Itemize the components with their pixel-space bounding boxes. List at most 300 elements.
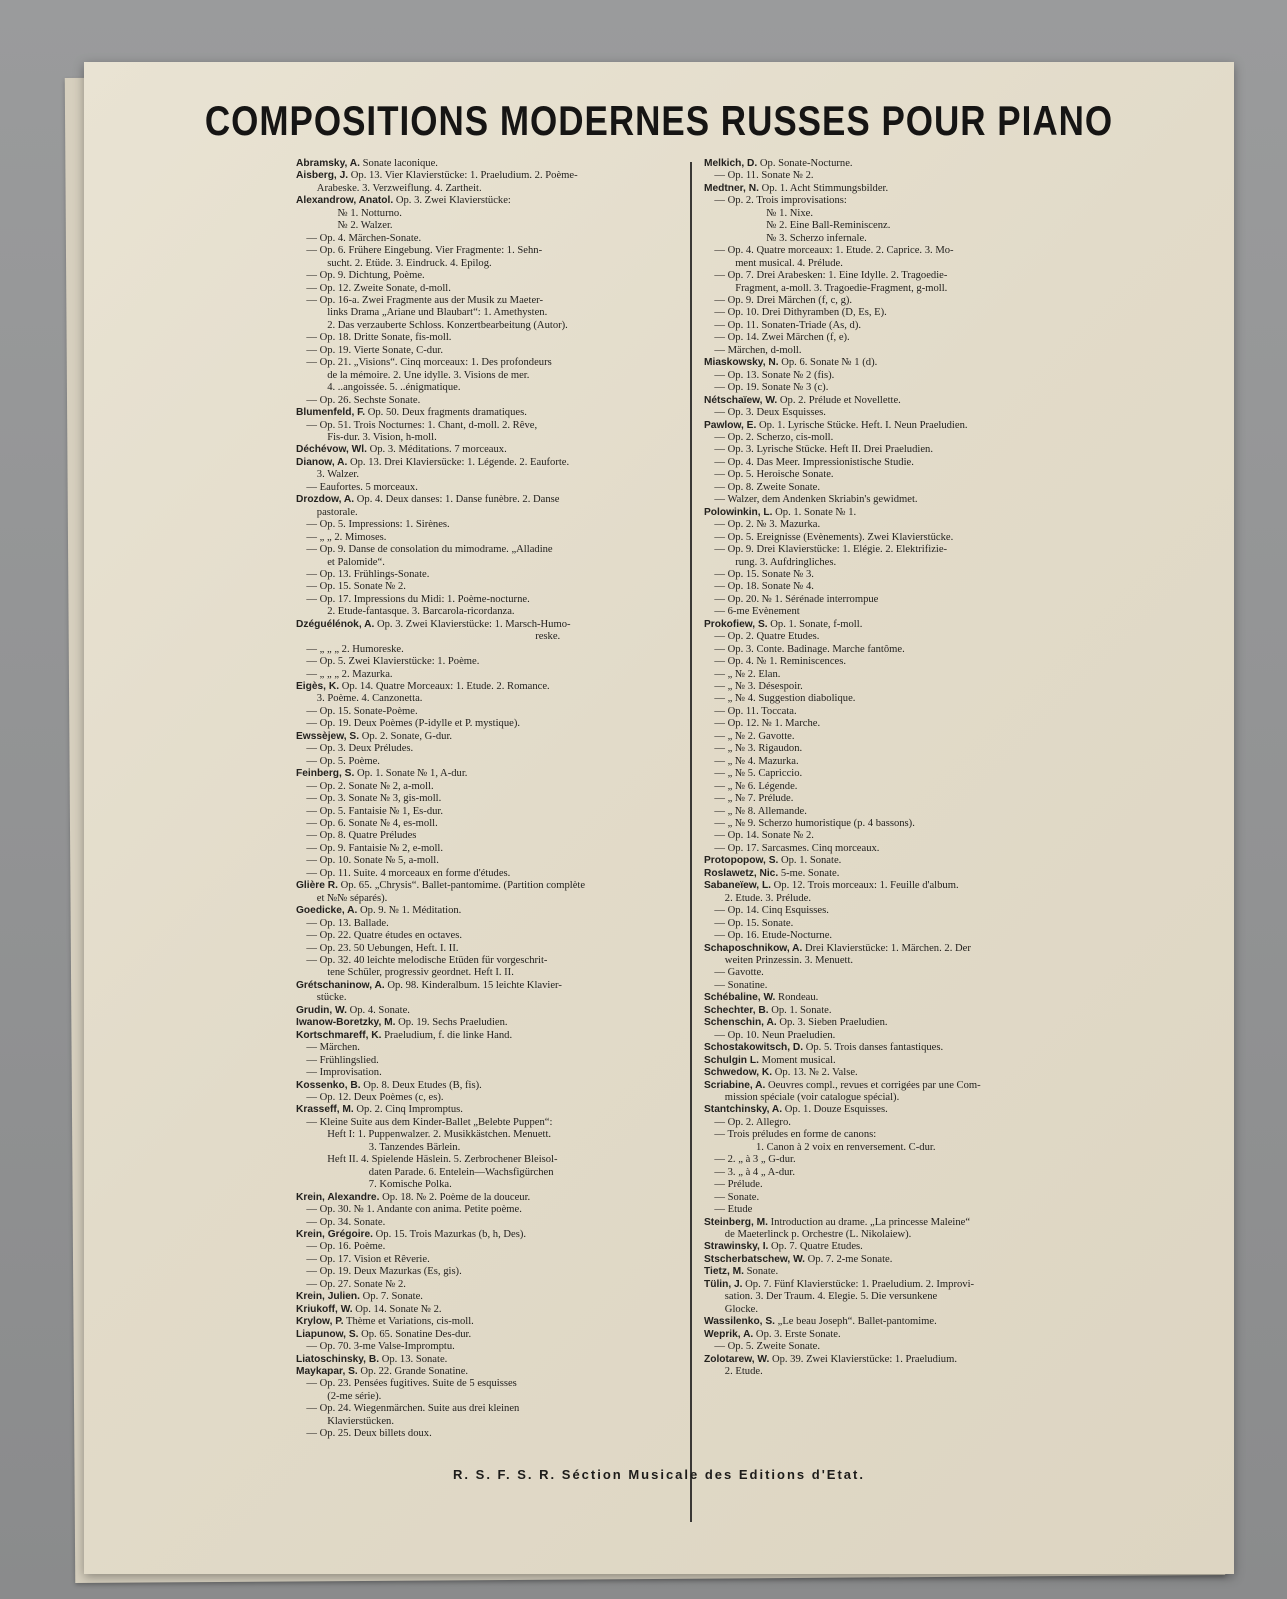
catalog-entry-continuation [704,581,1084,593]
composer-name: Polowinkin, L. [704,506,773,518]
catalog-entry-continuation [704,669,1084,681]
work-text: — Sonatine. [714,979,768,991]
catalog-entry-continuation [704,818,1084,830]
catalog-entry-continuation [296,1341,672,1353]
catalog-entry [704,1254,1084,1266]
composer-name: Liapunow, S. [296,1328,359,1340]
catalog-entry-continuation [704,693,1084,705]
work-text: 3. Tanzendes Bärlein. [368,1141,461,1153]
catalog-entry [296,1329,672,1341]
work-text: Introduction au drame. „La princesse Maleine“ [770,1216,971,1228]
composer-name: Dianow, A. [296,456,348,468]
work-text: — Op. 2. Trois improvisations: [714,195,847,207]
work-text: — Op. 16. Etude-Nocturne. [714,930,833,942]
work-text: Op. 1. Sonate, f-moll. [770,618,863,630]
catalog-entry-continuation [296,332,672,344]
catalog-entry-continuation [704,320,1084,332]
catalog-entry [296,494,672,506]
work-text: — Op. 24. Wiegenmärchen. Suite aus drei kleinen [306,1403,520,1415]
catalog-entry-continuation [704,631,1084,643]
work-text: — Op. 19. Deux Poèmes (P-idylle et P. mystique). [306,718,521,730]
catalog-entry [704,619,1084,631]
catalog-entry [704,880,1084,892]
work-text: — Op. 10. Sonate № 5, a-moll. [306,855,439,867]
composer-name: Déchévow, Wl. [296,444,367,456]
catalog-entry-continuation [704,644,1084,656]
work-text: — Op. 9. Dichtung, Poème. [306,270,425,282]
catalog-entry-continuation [704,756,1084,768]
work-text: — Op. 3. Sonate № 3, gis-moll. [306,793,442,805]
work-text: Praeludium, f. die linke Hand. [384,1029,513,1041]
work-text: Op. 3. Sieben Praeludien. [779,1017,888,1029]
work-text: Op. 7. Fünf Klavierstücke: 1. Praeludium. 2. Improvi- [745,1278,975,1290]
catalog-entry-continuation [704,905,1084,917]
work-text: — Op. 9. Danse de consolation du mimodrame. „Alladine [306,544,553,556]
catalog-entry-continuation [704,1117,1084,1129]
catalog-entry-continuation [296,855,672,867]
work-text: — Op. 19. Deux Mazurkas (Es, gis). [306,1266,462,1278]
catalog-entry-continuation [296,631,672,643]
catalog-entry [704,1055,1084,1067]
catalog-entry-continuation [296,581,672,593]
catalog-entry [704,183,1084,195]
work-text: — Op. 22. Quatre études en octaves. [306,930,463,942]
catalog-entry-continuation [296,1403,672,1415]
work-text: — Op. 12. Zweite Sonate, d-moll. [306,282,451,294]
work-text: reske. [535,631,561,643]
work-text: Op. 8. Deux Etudes (B, fis). [363,1079,482,1091]
catalog-entry-continuation [704,893,1084,905]
work-text: — Op. 30. № 1. Andante con anima. Petite poème. [306,1204,522,1216]
catalog-entry-continuation [704,208,1084,220]
composer-name: Nétschaïew, W. [704,394,778,406]
composer-name: Eigès, K. [296,681,340,693]
catalog-entry [704,1017,1084,1029]
composer-name: Krein, Julien. [296,1291,360,1303]
work-text: — „ № 6. Légende. [714,780,798,792]
work-text: — Op. 17. Vision et Rêverie. [306,1253,430,1265]
catalog-entry-continuation [296,270,672,282]
catalog-entry-continuation [296,1129,672,1141]
catalog-entry [704,357,1084,369]
work-text: Op. Sonate-Nocturne. [759,158,853,169]
work-text: — Märchen. [306,1042,360,1054]
catalog-entry-continuation [296,893,672,905]
catalog-entry [704,1266,1084,1278]
work-text: — 3. „ à 4 „ A-dur. [714,1166,796,1178]
work-text: „Le beau Joseph“. Ballet-pantomime. [777,1316,937,1328]
work-text: — Op. 3. Lyrische Stücke. Heft II. Drei Praeludien. [714,444,933,456]
catalog-entry-continuation [296,1042,672,1054]
work-text: — Op. 4. Das Meer. Impressionistische Studie. [714,456,914,468]
catalog-entry [296,407,672,419]
catalog-entry [296,1017,672,1029]
catalog-entry-continuation [296,432,672,444]
work-text: — Op. 15. Sonate. [714,917,794,929]
work-text: Op. 1. Sonate. [780,855,842,867]
work-text: — Op. 5. Heroische Sonate. [714,469,834,481]
work-text: — Sonate. [714,1191,760,1203]
catalog-entry-continuation [296,718,672,730]
catalog-entry-continuation [704,731,1084,743]
catalog-entry [704,1354,1084,1366]
work-text: Rondeau. [778,992,819,1004]
catalog-entry-continuation [704,980,1084,992]
right-column [704,158,1084,1378]
catalog-entry-continuation [296,1241,672,1253]
work-text: — Op. 17. Sarcasmes. Cinq morceaux. [714,842,880,854]
work-text: Op. 13. № 2. Valse. [774,1067,858,1079]
work-text: — „ № 9. Scherzo humoristique (p. 4 bassons). [714,818,915,830]
catalog-entry-continuation [296,1167,672,1179]
work-text: — Op. 14. Sonate № 2. [714,830,814,842]
work-text: — Op. 20. № 1. Sérénade interrompue [714,593,879,605]
work-text: Op. 22. Grande Sonatine. [360,1365,469,1377]
catalog-entry [704,158,1084,170]
work-text: Op. 1. Sonate № 1, A-dur. [356,768,468,780]
work-text: et Palomide“. [327,556,385,568]
work-text: — Op. 6. Sonate № 4, es-moll. [306,818,438,830]
catalog-entry [704,855,1084,867]
composer-name: Miaskowsky, N. [704,357,779,369]
catalog-entry-continuation [296,370,672,382]
work-text: — Op. 18. Dritte Sonate, fis-moll. [306,332,452,344]
catalog-entry-continuation [704,1341,1084,1353]
catalog-entry [296,980,672,992]
left-column [296,158,672,1441]
catalog-entry [296,1104,672,1116]
work-text: № 2. Walzer. [337,220,393,232]
work-text: — Op. 11. Sonate № 2. [714,170,814,182]
work-text: — Op. 7. Drei Arabesken: 1. Eine Idylle. 2. Tragoedie- [714,270,948,282]
composer-name: Kortschmareff, K. [296,1029,382,1041]
catalog-entry-continuation [296,1092,672,1104]
composer-name: Feinberg, S. [296,768,355,780]
work-text: et №№ séparés). [316,892,388,904]
work-text: — Op. 19. Sonate № 3 (c). [714,382,829,394]
catalog-entry-continuation [704,594,1084,606]
catalog-entry-continuation [704,768,1084,780]
work-text: — „ № 4. Suggestion diabolique. [714,693,856,705]
catalog-entry [296,1229,672,1241]
catalog-entry [296,170,672,182]
composer-name: Goedicke, A. [296,905,358,917]
work-text: — Op. 23. 50 Uebungen, Heft. I. II. [306,942,459,954]
work-text: — Op. 19. Vierte Sonate, C-dur. [306,344,443,356]
catalog-entry-continuation [704,444,1084,456]
catalog-entry-continuation [704,1291,1084,1303]
work-text: — Op. 70. 3-me Valse-Impromptu. [306,1341,455,1353]
work-text: — Trois préludes en forme de canons: [714,1129,877,1141]
catalog-entry-continuation [296,283,672,295]
catalog-entry-continuation [296,482,672,494]
work-text: Sonate. [746,1266,779,1278]
catalog-entry [296,768,672,780]
work-text: Op. 13. Drei Klaviersücke: 1. Légende. 2. Eauforte. [349,456,570,468]
catalog-entry [704,868,1084,880]
work-text: — Op. 6. Frühere Eingebung. Vier Fragmente: 1. Sehn- [306,245,543,257]
work-text: Op. 14. Quatre Morceaux: 1. Etude. 2. Romance. [341,681,550,693]
catalog-entry [296,1366,672,1378]
work-text: Op. 1. Sonate № 1. [775,506,857,518]
catalog-entry-continuation [704,332,1084,344]
work-text: weiten Prinzessin. 3. Menuett. [724,955,854,966]
work-text: — „ № 2. Elan. [714,668,781,680]
work-text: — 6-me Evènement [714,606,800,618]
composer-name: Iwanow-Boretzky, M. [296,1017,396,1029]
work-text: Op. 1. Douze Esquisses. [784,1104,888,1116]
work-text: Op. 15. Trois Mazurkas (b, h, Des). [375,1228,527,1240]
catalog-entry-continuation [296,208,672,220]
catalog-entry [704,1080,1084,1092]
work-text: — Op. 8. Zweite Sonate. [714,481,821,493]
composer-name: Zolotarew, W. [704,1353,770,1365]
catalog-entry-continuation [704,220,1084,232]
work-text: rung. 3. Aufdringliches. [735,556,837,568]
catalog-entry-continuation [296,519,672,531]
catalog-entry-continuation [704,706,1084,718]
composer-name: Weprik, A. [704,1328,754,1340]
work-text: — „ № 8. Allemande. [714,805,807,817]
composer-name: Wassilenko, S. [704,1316,775,1328]
work-text: — „ № 3. Désespoir. [714,681,803,693]
catalog-entry-continuation [704,606,1084,618]
work-text: — Op. 4. № 1. Reminiscences. [714,656,847,668]
composer-name: Tülin, J. [704,1278,743,1290]
catalog-entry-continuation [704,1366,1084,1378]
catalog-entry-continuation [704,1229,1084,1241]
catalog-entry-continuation [704,1129,1084,1141]
catalog-entry-continuation [704,532,1084,544]
work-text: — Walzer, dem Andenken Skriabin's gewidmet. [714,494,918,506]
catalog-entry-continuation [296,930,672,942]
catalog-entry-continuation [704,270,1084,282]
work-text: Op. 18. № 2. Poème de la douceur. [382,1191,531,1203]
work-text: — Op. 15. Sonate-Poème. [306,705,418,717]
publisher-footer: R. S. F. S. R. Séction Musicale des Editions d'Etat. [453,1467,865,1482]
catalog-entry [296,619,672,631]
composer-name: Stantchinsky, A. [704,1104,783,1116]
work-text: (2-me série). [327,1390,382,1402]
work-text: 1. Canon à 2 voix en renversement. C-dur. [756,1141,936,1153]
work-text: № 2. Eine Ball-Reminiscenz. [766,220,891,232]
work-text: Oeuvres compl., revues et corrigées par une Com- [768,1079,981,1091]
catalog-entry-continuation [704,494,1084,506]
catalog-entry-continuation [296,1179,672,1191]
work-text: ment musical. 4. Prélude. [735,257,843,269]
catalog-entry [296,158,672,170]
work-text: 3. Poème. 4. Canzonetta. [316,693,423,705]
catalog-entry-continuation [704,918,1084,930]
work-text: — „ № 3. Rigaudon. [714,743,803,755]
composer-name: Abramsky, A. [296,158,360,169]
work-text: Op. 7. Quatre Etudes. [771,1241,863,1253]
catalog-entry-continuation [704,1154,1084,1166]
work-text: — Op. 23. Pensées fugitives. Suite de 5 esquisses [306,1378,517,1390]
catalog-entry [296,731,672,743]
catalog-entry [704,1316,1084,1328]
catalog-entry-continuation [704,656,1084,668]
work-text: — Op. 15. Sonate № 2. [306,581,406,593]
work-text: Op. 13. Sonate. [381,1353,448,1365]
work-text: Op. 65. Sonatine Des-dur. [361,1328,472,1340]
work-text: Op. 7. Sonate. [362,1291,423,1303]
work-text: — Op. 5. Impressions: 1. Sirènes. [306,519,450,531]
work-text: — Op. 3. Deux Esquisses. [714,407,826,419]
work-text: Op. 3. Erste Sonate. [755,1328,841,1340]
catalog-entry-continuation [296,532,672,544]
catalog-entry-continuation [296,669,672,681]
work-text: — Op. 21. „Visions“. Cinq morceaux: 1. Des profondeurs [306,357,552,369]
work-text: Op. 5. Trois danses fantastiques. [805,1042,944,1054]
catalog-entry-continuation [704,345,1084,357]
work-text: Sonate laconique. [362,158,438,169]
work-text: 7. Komische Polka. [368,1179,452,1191]
composer-name: Kriukoff, W. [296,1303,353,1315]
work-text: Op. 1. Acht Stimmungsbilder. [761,182,889,194]
catalog-entry [296,1080,672,1092]
work-text: № 3. Scherzo infernale. [766,232,867,244]
work-text: — Prélude. [714,1179,763,1191]
work-text: — Op. 14. Zwei Märchen (f, e). [714,332,850,344]
catalog-entry [296,1192,672,1204]
catalog-entry-continuation [296,1279,672,1291]
catalog-entry-continuation [296,918,672,930]
catalog-entry-continuation [704,382,1084,394]
catalog-entry-continuation [296,357,672,369]
work-text: Klavierstücken. [327,1415,394,1427]
catalog-entry-continuation [704,569,1084,581]
catalog-entry-continuation [704,843,1084,855]
composer-name: Scriabine, A. [704,1079,766,1091]
work-text: — Op. 25. Deux billets doux. [306,1428,432,1440]
composer-name: Blumenfeld, F. [296,407,366,419]
work-text: Thème et Variations, cis-moll. [346,1316,474,1328]
catalog-entry-continuation [704,457,1084,469]
work-text: — Op. 10. Neun Praeludien. [714,1029,836,1041]
work-text: — Op. 5. Zweite Sonate. [714,1341,821,1353]
catalog-entry [296,444,672,456]
catalog-entry [704,992,1084,1004]
work-text: sucht. 2. Etüde. 3. Eindruck. 4. Epilog. [327,257,492,269]
catalog-entry [296,1316,672,1328]
catalog-entry-continuation [296,1254,672,1266]
catalog-entry [296,1005,672,1017]
composer-name: Schulgin L. [704,1054,759,1066]
catalog-entry [704,1241,1084,1253]
catalog-entry-continuation [704,930,1084,942]
work-text: — Op. 2. Scherzo, cis-moll. [714,431,834,443]
work-text: Op. 13. Vier Klavierstücke: 1. Praeludium. 2. Poème- [350,170,578,182]
work-text: Op. 2. Cinq Impromptus. [356,1104,463,1116]
work-text: — Op. 18. Sonate № 4. [714,581,814,593]
catalog-entry-continuation [296,967,672,979]
catalog-entry-continuation [704,1204,1084,1216]
catalog-entry-continuation [704,955,1084,967]
work-text: — Op. 14. Cinq Esquisses. [714,905,829,917]
work-text: — Op. 3. Deux Préludes. [306,743,414,755]
work-text: — „ № 4. Mazurka. [714,755,799,767]
composer-name: Glière R. [296,880,338,892]
catalog-entry-continuation [296,843,672,855]
catalog-entry [296,1030,672,1042]
catalog-entry-continuation [296,1428,672,1440]
work-text: Drei Klavierstücke: 1. Märchen. 2. Der [804,942,971,954]
work-text: 2. Etude-fantasque. 3. Barcarola-ricordanza. [327,606,515,618]
work-text: — Op. 5. Ereignisse (Evènements). Zwei Klavierstücke. [714,531,954,543]
catalog-entry-continuation [296,992,672,1004]
catalog-entry-continuation [296,693,672,705]
work-text: — Op. 9. Drei Märchen (f, c, g). [714,294,853,306]
catalog-entry-continuation [704,830,1084,842]
catalog-entry-continuation [296,1117,672,1129]
work-text: — Op. 4. Quatre morceaux: 1. Etude. 2. Caprice. 3. Mo- [714,245,954,257]
work-text: — Op. 9. Fantaisie № 2, e-moll. [306,842,444,854]
catalog-entry-continuation [296,868,672,880]
composer-name: Schostakowitsch, D. [704,1042,804,1054]
composer-name: Melkich, D. [704,158,758,169]
composer-name: Strawinsky, I. [704,1241,769,1253]
work-text: — Op. 32. 40 leichte melodische Etüden für vorgeschrit- [306,955,548,966]
catalog-entry [296,681,672,693]
work-text: — „ „ 2. Mimoses. [306,531,387,543]
composer-name: Pawlow, E. [704,419,757,431]
composer-name: Krein, Alexandre. [296,1191,380,1203]
work-text: 2. Das verzauberte Schloss. Konzertbearbeitung (Autor). [327,319,568,331]
work-text: 2. Etude. [724,1365,763,1377]
work-text: de la mémoire. 2. Une idylle. 3. Visions de mer. [327,369,530,381]
work-text: Op. 7. 2-me Sonate. [807,1253,893,1265]
work-text: pastorale. [316,506,358,518]
catalog-entry-continuation [296,295,672,307]
catalog-entry-continuation [296,594,672,606]
work-text: Op. 6. Sonate № 1 (d). [781,357,878,369]
work-text: Op. 39. Zwei Klavierstücke: 1. Praeludium. [771,1353,957,1365]
composer-name: Krylow, P. [296,1316,344,1328]
work-text: Op. 1. Lyrische Stücke. Heft. I. Neun Praeludien. [758,419,968,431]
catalog-entry [704,1005,1084,1017]
catalog-entry [296,905,672,917]
composer-name: Protopopow, S. [704,855,779,867]
catalog-entry-continuation [704,1192,1084,1204]
work-text: — „ № 7. Prélude. [714,793,794,805]
catalog-entry-continuation [296,320,672,332]
catalog-entry-continuation [704,519,1084,531]
catalog-entry-continuation [296,1142,672,1154]
work-text: Glocke. [724,1303,759,1315]
catalog-entry [296,880,672,892]
catalog-entry-continuation [296,1416,672,1428]
catalog-entry-continuation [296,345,672,357]
work-text: — Op. 8. Quatre Préludes [306,830,417,842]
work-text: — „ № 5. Capriccio. [714,768,803,780]
catalog-entry-continuation [296,830,672,842]
catalog-entry [704,1279,1084,1291]
work-text: — Op. 16-a. Zwei Fragmente aus der Musik zu Maeter- [306,294,543,306]
work-text: — „ № 2. Gavotte. [714,730,795,742]
catalog-entry-continuation [296,756,672,768]
work-text: 5-me. Sonate. [780,867,840,879]
catalog-entry-continuation [704,793,1084,805]
composer-name: Tietz, M. [704,1266,744,1278]
composer-name: Grétschaninow, A. [296,979,385,991]
catalog-entry-continuation [296,1154,672,1166]
catalog-entry-continuation [296,644,672,656]
catalog-entry-continuation [296,743,672,755]
composer-name: Schechter, B. [704,1004,769,1016]
page-title: COMPOSITIONS MODERNES RUSSES POUR PIANO [204,98,1114,145]
work-text: № 1. Nixe. [766,207,813,219]
